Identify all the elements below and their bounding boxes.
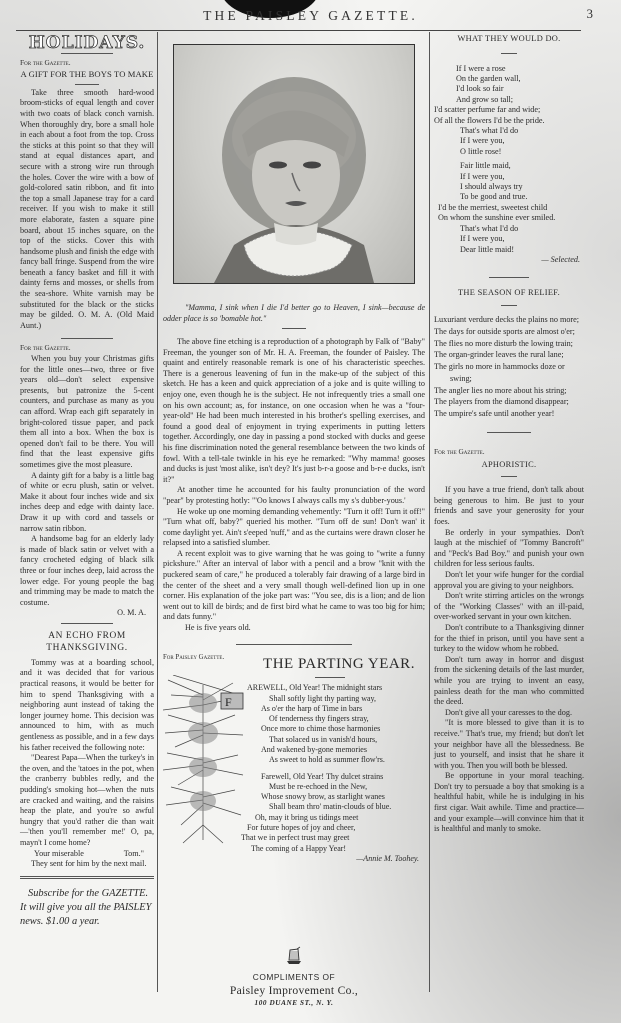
poem-line: On whom the sunshine ever smiled. <box>438 213 556 223</box>
divider <box>315 677 345 678</box>
ship-icon <box>284 946 304 966</box>
poem-line: That we in perfect trust may greet <box>241 833 350 843</box>
divider <box>501 53 517 54</box>
poem-line: That's what I'd do <box>460 223 519 233</box>
article-paragraph: A dainty gift for a baby is a little bag of white or ecru plush, satin or velvet. Make it about four inches wide and six inches deep and edge with dainty lace. Draw it up with cord and tassels or narrow satin ribbon. <box>20 470 154 533</box>
closing-left: Your miserable <box>34 848 84 858</box>
child-portrait-etching <box>173 44 415 284</box>
poem-line: The girls no more in hammocks doze or swing; <box>434 362 565 383</box>
article-paragraph: Don't contribute to a Thanksgiving dinner for the thief in prison, until you have sent a turkey to the widow whom he robbed. <box>434 622 584 654</box>
poem-line: Luxuriant verdure decks the plains no more; <box>434 314 580 324</box>
poem-author: —Annie M. Toohey. <box>356 853 419 863</box>
letter-closing <box>20 849 154 860</box>
poem-line: For future hopes of joy and cheer, <box>247 823 356 833</box>
portrait-illustration <box>174 45 414 283</box>
poem-line: Once more to chime those harmonies <box>261 724 381 734</box>
poem-line: Farewell, Old Year! Thy dulcet strains <box>261 771 384 781</box>
article-paragraph: A recent exploit was to give warning that he was going to "write a funny pickshure." After an interval of labor with a pencil and a brow "knit with the puckered seam of care," he produced a tolerably fair drawing of a large bird in the center of the sheet and a very small though well-defined lion up in one corner. His explanation of the joke part was: "You see, dis is a lion; and de lion went out to kill de birds; and de first bird what he came to was too big for him; and dats funny." <box>163 548 425 622</box>
poem-line: I'd scatter perfume far and wide; <box>434 105 541 115</box>
poem-line: Shall beam thro' matin-clouds of blue. <box>269 802 392 812</box>
article-paragraph: A handsome bag for an elderly lady is made of black satin or velvet with a fancy crocheted edging of black silk three or four inches deep, laid across the lower edge. For young people the bag and trimming may be made to match the costume. <box>20 534 154 607</box>
column-divider-right <box>429 32 430 992</box>
poem-line: I'd look so fair <box>456 84 504 94</box>
divider <box>487 432 531 433</box>
article-paragraph: "It is more blessed to give than it is to receive." That's true, my friend; but don't let your neighbor have all the blessedness. Be just to yourself, and insist that he share it with you. Then you will both be blessed. <box>434 718 584 770</box>
article-paragraph: When you buy your Christmas gifts for the little ones—two, three or five years old—don't select expensive presents, but patronize the 5-cent counters, and purchase as many as you can afford. Wrap each gift separately in bright-colored tissue paper, and pack them all into a box. When the box is opened don't fail to be there. You will find that the least expensive gifts sometimes give the most pleasure. <box>20 354 154 469</box>
poem-line: And wakened by-gone memories <box>261 745 367 754</box>
divider <box>282 328 306 329</box>
article-title: A GIFT FOR THE BOYS TO MAKE <box>20 69 154 80</box>
right-column <box>434 32 584 835</box>
poem-credit: — Selected. <box>541 254 580 264</box>
middle-column <box>163 32 425 863</box>
poem-line: Dear little maid! <box>460 244 515 254</box>
poem-line: The players from the diamond disappear; <box>434 397 569 407</box>
article-paragraph: They sent for him by the next mail. <box>31 859 147 869</box>
poem-text <box>434 314 584 420</box>
poem-line: O little rose! <box>460 146 502 156</box>
poem-line: I should always try <box>460 182 523 192</box>
poem-line: The flies no more disturb the lowing train; <box>434 338 573 348</box>
byline: For Paisley Gazette. <box>163 653 225 661</box>
article-paragraph: He is five years old. <box>185 623 251 633</box>
poem-line: The organ-grinder leaves the rural lane; <box>434 350 564 360</box>
section-title: HOLIDAYS. <box>28 33 146 53</box>
poem-line: The coming of a Happy Year! <box>251 843 347 853</box>
poem-line: If I were you, <box>460 234 505 244</box>
poem-line: Fair little maid, <box>460 161 511 171</box>
company-address: 100 DUANE ST., N. Y. <box>254 999 334 1007</box>
poem-line: Of all the flowers I'd be the pride. <box>434 115 545 125</box>
poem-line: Of tenderness thy fingers stray, <box>269 714 369 724</box>
poem-line: Whose snowy brow, as starlight wanes <box>261 792 385 802</box>
poem-text <box>241 683 425 864</box>
poem-line: To be good and true. <box>460 192 528 202</box>
poem-line: AREWELL, Old Year! The midnight stars <box>247 683 383 693</box>
article-paragraph: Don't turn away in horror and disgust from the sickening details of the last murder, while you are trying to invent an easy, painless death for the man who committed the deed. <box>434 654 584 707</box>
column-divider-left <box>157 32 158 992</box>
header-rule <box>16 30 581 31</box>
company-name: Paisley Improvement Co., <box>229 984 359 997</box>
article-body <box>163 337 425 634</box>
poem-line: The angler lies no more about his string; <box>434 385 567 395</box>
subscribe-line-2: It will give you all the PAISLEY news. $1.00 a year. <box>20 901 152 927</box>
byline: For the Gazette. <box>20 343 71 353</box>
poem-line: The days for outside sports are almost o'er; <box>434 326 575 336</box>
byline: For the Gazette. <box>20 57 71 67</box>
masthead: THE PAISLEY GAZETTE. <box>203 8 418 23</box>
poem-line: If I were you, <box>460 171 505 181</box>
divider <box>61 623 113 624</box>
poem-text <box>434 64 584 266</box>
poem-line: As sweet to hold as summer flow'rs. <box>269 755 385 765</box>
poem-line: On the garden wall, <box>456 74 521 83</box>
poem-line: That's what I'd do <box>460 126 519 136</box>
poem-title: THE SEASON OF RELIEF. <box>458 288 560 298</box>
article-paragraph: Don't let your wife hunger for the cordial approval you are giving to your neighbors. <box>434 570 584 590</box>
closing-right: Tom." <box>123 848 144 858</box>
article-paragraph: Tommy was at a boarding school, and it was decided that for various practical reasons, it would be better for him to spend Thanksgiving with a neighboring aunt instead of taking the longer journey home. This decision was announced to him, with as much gentleness as possible, and in a few days his father received the following note: <box>20 657 154 752</box>
divider <box>489 277 529 278</box>
article-paragraph: Don't give all your caresses to the dog. <box>445 707 572 717</box>
divider <box>501 305 517 306</box>
photo-caption: "Mamma, I sink when I die I'd better go to Heaven, I sink—because de odder place is so 'bomable hot." <box>163 303 425 323</box>
byline: For the Gazette. <box>434 447 485 457</box>
double-divider <box>20 876 154 879</box>
divider <box>61 338 113 339</box>
article-paragraph: Be opportune in your moral teaching. Don't try to persuade a boy that smoking is a healthful habit, while he is indulging in his first cigar. Wait awhile. Time and practice—and your example—will convince him that it is healthful and manly to smoke. <box>434 771 584 834</box>
poem-line: If I were you, <box>460 136 505 146</box>
poem-line: If I were a rose <box>456 63 506 73</box>
left-column <box>20 33 154 929</box>
poem-line: As o'er the harp of Time in bars <box>261 703 363 713</box>
signature: O. M. A. <box>117 608 146 618</box>
poem-line: That solaced us in vanish'd hours, <box>269 734 378 744</box>
divider <box>501 476 517 477</box>
article-paragraph: He woke up one morning demanding vehemently: "Turn it off! Turn it off!" "Turn what off, baby?" queried his mother. "Turn off de sun! Don't wan' it come daylight yet. Ain't s'eeped 'nuff," and as the curtains were drawn closer he relapsed into a satisfied slumber. <box>163 506 425 548</box>
article-paragraph: Be orderly in your sympathies. Don't laugh at the mischief of "Tommy Bancroft" and "Peck's Bad Boy." and punish your own children for less serious faults. <box>434 527 584 569</box>
article-paragraph: Don't write stirring articles on the wrongs of the "Working Classes" with an ill-paid, over-worked servant in your own kitchen. <box>434 591 584 622</box>
poem-line: Oh, may it bring us tidings meet <box>255 812 359 822</box>
article-paragraph: The above fine etching is a reproduction of a photograph by Falk of "Baby" Freeman, the younger son of Mr. H. A. Freeman, the founder of Paisley. The quaint and entirely reasonable remark is one of his characteristic speeches. There is a generous leavening of fun in the make-up of the subject of this sketch. He has a keen and quick appreciation of a joke and is quite willing to enjoy one, even though he is the subject. He not infrequently tries a small one on his own account; as, for instance, on one occasion when he was a "four-year-old" He had been much interested in his brother's spelling exercises, and found a good deal of enjoyment in trying experiments in putting letters together. Accordingly, one day in passing a pond stocked with ducks and geese his fine discrimination noted the general resemblance between the two kinds of fowl. With a tell-tale twinkle in his eye he remarked: "Why mamma! gooses and ducks is just 'most alike, isn't dey? It's just b-r-a goose and b-r-e ducks, isn't it?" <box>163 337 425 484</box>
subscribe-line-1: Subscribe for the GAZETTE. <box>28 887 149 899</box>
poem-line: Shall softly light thy parting way, <box>269 693 377 703</box>
article-title: AN ECHO FROM THANKSGIVING. <box>46 630 128 653</box>
svg-text:F: F <box>225 695 232 710</box>
article-paragraph: "Dearest Papa—When the turkey's in the oven, and the 'tatoes in the pot, when the cranberry bubbles redly, and the pudding's smoking hot—when the nuts are cracked and waiting, and the raisins heap the plate, and you're so awful hungry that you'd rather die than wait—'then you'll remember me!' O, pa, mayn't I come home? <box>20 753 154 847</box>
page-number: 3 <box>586 6 593 21</box>
poem-title: WHAT THEY WOULD DO. <box>457 34 561 43</box>
article-body: Take three smooth hard-wood broom-sticks of equal length and cover with two coats of black conch varnish. When thoroughly dry, bore a small hole in each about a foot from the top. Cross the sticks at this point so that they will stand at equal distances apart, and secure with a strong wire run through the holes. Cover the wire with a bow of gold-colored satin ribbon, and fit into the top a small Japanese tray for a card receiver. If you wish to make it still more elaborate, fasten a square pine board, about 15 inches square, on the top of the sticks. Cover this with handsome plush and finish the edge with fancy ball fringe. Suspend from the wire beneath a fancy basket and fill it with dainty ferns and mosses, or shells from the sea-shore. White varnish may be substituted for the black or the sticks may be gilded. O. M. A. (Old Maid Aunt.) <box>20 87 154 330</box>
article-paragraph: If you have a true friend, don't talk about being generous to him. Be just to your friends and save your generosity for your foes. <box>434 485 584 527</box>
article-paragraph: At another time he accounted for his faulty pronunciation of the word "pear" by protesting hotly: "'Oo knows I always calls my s's dubber-yous.' <box>163 485 425 505</box>
compliments-advertisement <box>163 946 425 1007</box>
divider <box>75 84 99 85</box>
subscribe-notice <box>20 887 154 929</box>
poem-line: Must be re-echoed in the New, <box>269 781 368 791</box>
divider <box>236 644 352 645</box>
pine-branch-illustration <box>163 675 245 845</box>
poem-line: I'd be the merriest, sweetest child <box>438 202 548 212</box>
poem-line: The umpire's safe until another year! <box>434 409 555 419</box>
poem-line: And grow so tall; <box>456 94 514 104</box>
compliments-label: COMPLIMENTS OF <box>252 972 336 982</box>
poem-title: THE PARTING YEAR. <box>263 656 415 673</box>
article-title: APHORISTIC. <box>481 459 537 469</box>
